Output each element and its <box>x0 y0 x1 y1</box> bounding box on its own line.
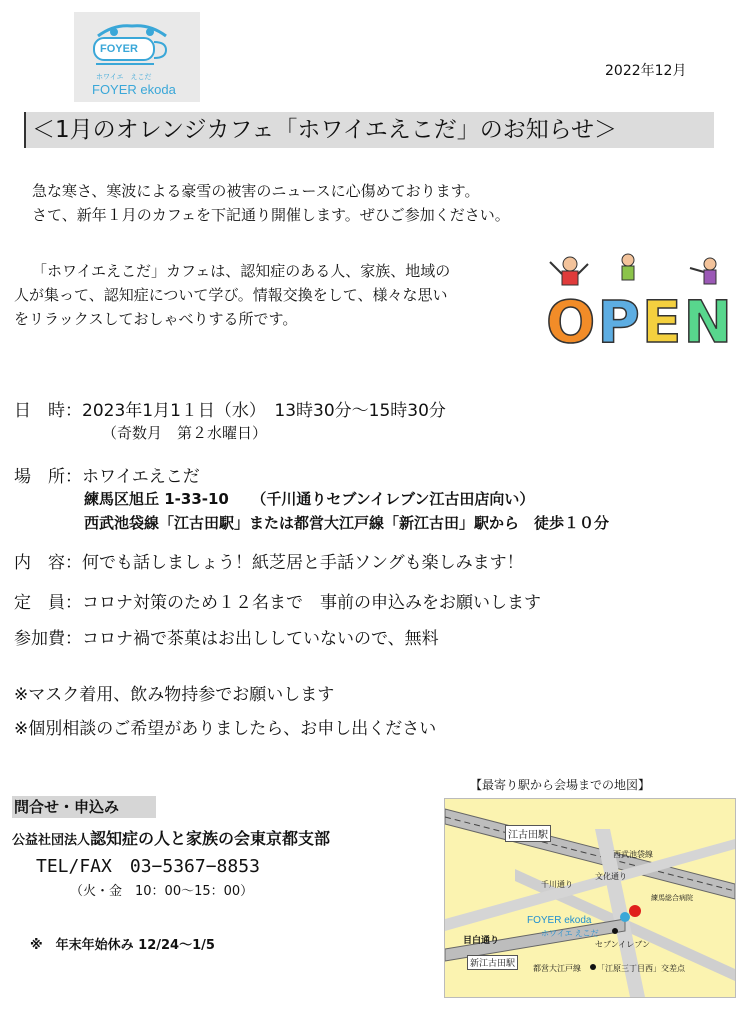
capacity-row <box>14 588 541 613</box>
capacity-label: 定 員： <box>14 593 82 613</box>
issue-date: 2022年12月 <box>605 63 687 79</box>
access-map <box>444 798 736 998</box>
map-hospital: 練馬総合病院 <box>651 895 693 902</box>
content-value: 何でも話しましょう！紙芝居と手話ソングも楽しみます！ <box>82 553 524 573</box>
contact-heading: 問合せ・申込み <box>12 796 156 818</box>
logo-kana: ホワイエ えこだ <box>96 74 152 81</box>
note-mask: ※マスク着用、飲み物持参でお願いします <box>14 685 335 705</box>
fee-value: コロナ禍で茶菓はお出ししていないので、無料 <box>82 629 439 649</box>
contact-hours: （火・金 10：00～15：00） <box>70 884 254 899</box>
org-name: 認知症の人と家族の会東京都支部 <box>90 829 331 848</box>
about-line-1: 「ホワイエえこだ」カフェは、認知症のある人、家族、地域の <box>32 262 451 280</box>
contact-tel: TEL/FAX 03−5367−8853 <box>36 856 260 877</box>
person-middle <box>622 254 634 280</box>
map-title: 【最寄り駅から会場までの地図】 <box>470 778 651 792</box>
place-row <box>14 462 200 487</box>
content-row <box>14 548 524 573</box>
map-intersection: 「江原三丁目西」交差点 <box>597 964 685 973</box>
capacity-value: コロナ対策のため１２名まで 事前の申込みをお願いします <box>82 593 541 613</box>
map-foyer: FOYER ekoda <box>527 915 592 926</box>
logo-cup-text: FOYER <box>100 43 138 55</box>
place-access: 西武池袋線「江古田駅」または都営大江戸線「新江古田」駅から 徒歩１０分 <box>84 514 610 532</box>
logo-name: FOYER ekoda <box>92 82 176 97</box>
about-line-3: をリラックスしておしゃべりする所です。 <box>14 310 298 328</box>
note-consultation: ※個別相談のご希望がありましたら、お申し出ください <box>14 719 437 739</box>
venue-marker <box>629 905 641 917</box>
fee-row <box>14 624 439 649</box>
about-line-2: 人が集って、認知症について学び。情報交換をして、様々な思い <box>14 286 448 304</box>
contact-org <box>12 826 330 849</box>
open-illustration <box>540 250 735 350</box>
place-address: 練馬区旭丘 1-33-10 （千川通りセブンイレブン江古田店向い） <box>84 490 535 508</box>
intro-line-2: さて、新年１月のカフェを下記通り開催します。ぜひご参加ください。 <box>32 206 510 224</box>
foyer-logo <box>74 12 200 102</box>
datetime-value: 2023年1月1１日（水） 13時30分～15時30分 <box>82 401 446 421</box>
map-oedo-line: 都営大江戸線 <box>533 964 581 973</box>
map-shin-ekoda: 新江古田駅 <box>467 955 518 970</box>
place-label: 場 所： <box>14 467 82 487</box>
map-mejiro-dori: 目白通り <box>463 935 500 945</box>
map-bunka-dori: 文化通り <box>595 872 627 881</box>
map-seven-eleven: セブンイレブン <box>595 940 650 949</box>
place-value: ホワイエえこだ <box>82 467 200 487</box>
map-senkawa-dori: 千川通り <box>541 880 573 889</box>
datetime-note: （奇数月 第２水曜日） <box>102 424 268 442</box>
org-prefix: 公益社団法人 <box>12 833 91 848</box>
datetime-label: 日 時： <box>14 401 82 421</box>
intro-line-1: 急な寒さ、寒波による豪雪の被害のニュースに心傷めております。 <box>32 182 480 200</box>
holiday-note: ※ 年末年始休み 12/24～1/5 <box>30 938 215 953</box>
map-seibu-line: 西武池袋線 <box>613 850 653 859</box>
person-left <box>550 257 588 285</box>
datetime-row <box>14 396 446 421</box>
map-foyer-kana: ホワイエ えこだ <box>541 929 599 938</box>
headline: ＜1月のオレンジカフェ「ホワイエえこだ」のお知らせ＞ <box>24 112 714 148</box>
content-label: 内 容： <box>14 553 82 573</box>
fee-label: 参加費： <box>14 629 82 649</box>
map-ekoda-station: 江古田駅 <box>505 825 551 842</box>
person-right <box>690 258 716 284</box>
open-letters: OPEN <box>546 288 734 350</box>
